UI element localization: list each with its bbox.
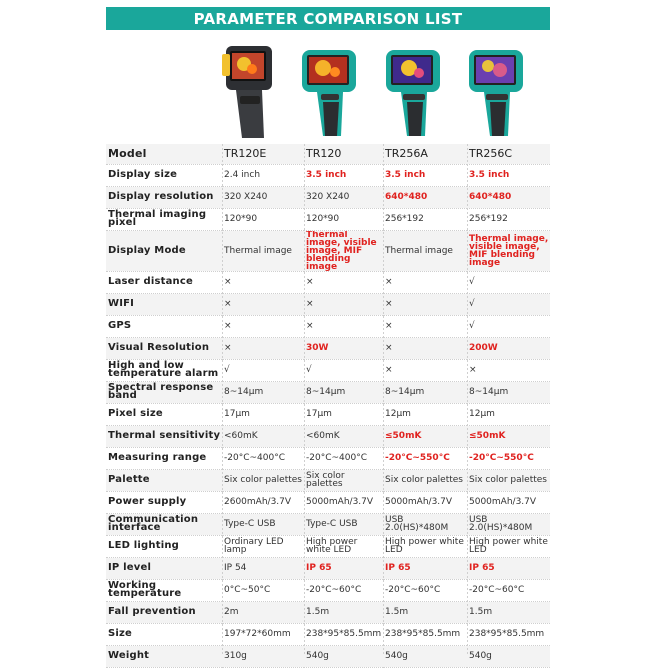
table-row bbox=[106, 381, 550, 403]
table-cell: 256*192 bbox=[383, 208, 467, 230]
table-cell: USB 2.0(HS)*480M bbox=[467, 513, 550, 535]
check-icon: √ bbox=[467, 315, 550, 337]
row-label: Display Mode bbox=[106, 230, 222, 271]
cross-icon: × bbox=[222, 293, 304, 315]
table-cell: 238*95*85.5mm bbox=[467, 623, 550, 645]
cross-icon: × bbox=[383, 293, 467, 315]
row-label: Measuring range bbox=[106, 447, 222, 469]
row-label: Thermal sensitivity bbox=[106, 425, 222, 447]
table-row bbox=[106, 491, 550, 513]
table-cell: 12μm bbox=[383, 403, 467, 425]
table-row bbox=[106, 144, 550, 164]
table-row bbox=[106, 535, 550, 557]
row-label: Weight bbox=[106, 645, 222, 667]
table-cell: 238*95*85.5mm bbox=[304, 623, 383, 645]
table-cell: 1.5m bbox=[383, 601, 467, 623]
table-row bbox=[106, 623, 550, 645]
row-label: Spectral response band bbox=[106, 381, 222, 403]
column-divider bbox=[467, 144, 468, 656]
row-label: Power supply bbox=[106, 491, 222, 513]
row-label: IP level bbox=[106, 557, 222, 579]
table-cell: 0°C~50°C bbox=[222, 579, 304, 601]
check-icon: √ bbox=[304, 359, 383, 381]
table-row bbox=[106, 293, 550, 315]
table-row bbox=[106, 271, 550, 293]
row-label: Size bbox=[106, 623, 222, 645]
table-cell: 17μm bbox=[222, 403, 304, 425]
cross-icon: × bbox=[383, 271, 467, 293]
table-cell: Six color palettes bbox=[222, 469, 304, 491]
table-cell: 540g bbox=[304, 645, 383, 667]
table-cell: 640*480 bbox=[383, 186, 467, 208]
row-label: High and low temperature alarm bbox=[106, 359, 222, 381]
table-cell: 120*90 bbox=[222, 208, 304, 230]
table-cell: High power white LED bbox=[467, 535, 550, 557]
table-row bbox=[106, 425, 550, 447]
comparison-sheet bbox=[106, 0, 550, 661]
table-row bbox=[106, 601, 550, 623]
row-label: Communication interface bbox=[106, 513, 222, 535]
cross-icon: × bbox=[383, 315, 467, 337]
cross-icon: × bbox=[304, 271, 383, 293]
table-row bbox=[106, 513, 550, 535]
table-cell: 17μm bbox=[304, 403, 383, 425]
row-label: Display resolution bbox=[106, 186, 222, 208]
table-cell: Thermal image bbox=[383, 230, 467, 271]
table-cell: 320 X240 bbox=[222, 186, 304, 208]
check-icon: √ bbox=[467, 293, 550, 315]
cross-icon: × bbox=[222, 315, 304, 337]
row-label: Visual Resolution bbox=[106, 337, 222, 359]
table-cell: 3.5 inch bbox=[304, 164, 383, 186]
table-cell: Six color palettes bbox=[467, 469, 550, 491]
table-row bbox=[106, 230, 550, 271]
cross-icon: × bbox=[304, 293, 383, 315]
check-icon: √ bbox=[222, 359, 304, 381]
table-cell: High power white LED bbox=[304, 535, 383, 557]
table-cell: 256*192 bbox=[467, 208, 550, 230]
table-row bbox=[106, 359, 550, 381]
table-cell: Ordinary LED lamp bbox=[222, 535, 304, 557]
cross-icon: × bbox=[304, 315, 383, 337]
table-cell: 197*72*60mm bbox=[222, 623, 304, 645]
table-cell: 8~14μm bbox=[467, 381, 550, 403]
table-cell: <60mK bbox=[304, 425, 383, 447]
table-cell: -20°C~60°C bbox=[467, 579, 550, 601]
table-cell: 2600mAh/3.7V bbox=[222, 491, 304, 513]
cross-icon: × bbox=[383, 337, 467, 359]
row-label: Fall prevention bbox=[106, 601, 222, 623]
table-cell: 5000mAh/3.7V bbox=[467, 491, 550, 513]
table-cell: -20°C~550°C bbox=[383, 447, 467, 469]
table-cell: 640*480 bbox=[467, 186, 550, 208]
table-cell: TR256A bbox=[383, 144, 467, 164]
cross-icon: × bbox=[383, 359, 467, 381]
table-cell: ≤50mK bbox=[383, 425, 467, 447]
table-cell: USB 2.0(HS)*480M bbox=[383, 513, 467, 535]
table-row bbox=[106, 403, 550, 425]
table-cell: Thermal image, visible image, MIF blending image bbox=[467, 230, 550, 271]
cross-icon: × bbox=[222, 337, 304, 359]
page-title: PARAMETER COMPARISON LIST bbox=[106, 7, 550, 30]
table-cell: 5000mAh/3.7V bbox=[304, 491, 383, 513]
cross-icon: × bbox=[222, 271, 304, 293]
table-cell: 8~14μm bbox=[304, 381, 383, 403]
table-row bbox=[106, 186, 550, 208]
table-cell: TR120 bbox=[304, 144, 383, 164]
tr120-device-image bbox=[299, 46, 361, 142]
table-row bbox=[106, 645, 550, 667]
tr120e-device-image bbox=[218, 46, 278, 142]
column-divider bbox=[304, 144, 305, 656]
table-row bbox=[106, 579, 550, 601]
table-cell: 310g bbox=[222, 645, 304, 667]
table-cell: <60mK bbox=[222, 425, 304, 447]
row-label: Palette bbox=[106, 469, 222, 491]
table-cell: Six color palettes bbox=[383, 469, 467, 491]
cross-icon: × bbox=[467, 359, 550, 381]
table-cell: IP 65 bbox=[383, 557, 467, 579]
row-label: Model bbox=[106, 144, 222, 164]
table-cell: 540g bbox=[383, 645, 467, 667]
table-cell: Thermal image bbox=[222, 230, 304, 271]
table-cell: 3.5 inch bbox=[383, 164, 467, 186]
product-images bbox=[106, 34, 550, 142]
table-cell: -20°C~400°C bbox=[222, 447, 304, 469]
row-label: Thermal imaging pixel bbox=[106, 208, 222, 230]
table-cell: -20°C~400°C bbox=[304, 447, 383, 469]
table-cell: TR120E bbox=[222, 144, 304, 164]
parameter-table bbox=[106, 144, 550, 668]
table-cell: 238*95*85.5mm bbox=[383, 623, 467, 645]
check-icon: √ bbox=[467, 271, 550, 293]
table-cell: 1.5m bbox=[467, 601, 550, 623]
table-cell: IP 65 bbox=[467, 557, 550, 579]
table-cell: ≤50mK bbox=[467, 425, 550, 447]
column-divider bbox=[222, 144, 223, 656]
table-cell: 120*90 bbox=[304, 208, 383, 230]
column-divider bbox=[383, 144, 384, 656]
table-cell: 3.5 inch bbox=[467, 164, 550, 186]
table-cell: IP 65 bbox=[304, 557, 383, 579]
table-row bbox=[106, 164, 550, 186]
table-cell: 540g bbox=[467, 645, 550, 667]
table-cell: 2.4 inch bbox=[222, 164, 304, 186]
row-label: Laser distance bbox=[106, 271, 222, 293]
table-cell: 8~14μm bbox=[383, 381, 467, 403]
tr256a-device-image bbox=[383, 46, 445, 142]
table-cell: 12μm bbox=[467, 403, 550, 425]
table-cell: 30W bbox=[304, 337, 383, 359]
table-cell: 8~14μm bbox=[222, 381, 304, 403]
table-cell: IP 54 bbox=[222, 557, 304, 579]
table-row bbox=[106, 557, 550, 579]
table-cell: -20°C~550°C bbox=[467, 447, 550, 469]
row-label: Pixel size bbox=[106, 403, 222, 425]
table-cell: -20°C~60°C bbox=[304, 579, 383, 601]
row-label: WIFI bbox=[106, 293, 222, 315]
table-cell: 2m bbox=[222, 601, 304, 623]
table-cell: 320 X240 bbox=[304, 186, 383, 208]
table-cell: -20°C~60°C bbox=[383, 579, 467, 601]
table-cell: 200W bbox=[467, 337, 550, 359]
row-label: GPS bbox=[106, 315, 222, 337]
table-cell: Thermal image, visible image, MIF blending image bbox=[304, 230, 383, 271]
table-cell: Type-C USB bbox=[222, 513, 304, 535]
table-row bbox=[106, 337, 550, 359]
table-row bbox=[106, 469, 550, 491]
table-row bbox=[106, 447, 550, 469]
table-cell: 5000mAh/3.7V bbox=[383, 491, 467, 513]
row-label: Display size bbox=[106, 164, 222, 186]
table-cell: Six color palettes bbox=[304, 469, 383, 491]
row-label: LED lighting bbox=[106, 535, 222, 557]
table-cell: Type-C USB bbox=[304, 513, 383, 535]
table-row bbox=[106, 315, 550, 337]
row-label: Working temperature bbox=[106, 579, 222, 601]
table-cell: 1.5m bbox=[304, 601, 383, 623]
table-cell: TR256C bbox=[467, 144, 550, 164]
tr256c-device-image bbox=[466, 46, 528, 142]
table-row bbox=[106, 208, 550, 230]
table-cell: High power white LED bbox=[383, 535, 467, 557]
